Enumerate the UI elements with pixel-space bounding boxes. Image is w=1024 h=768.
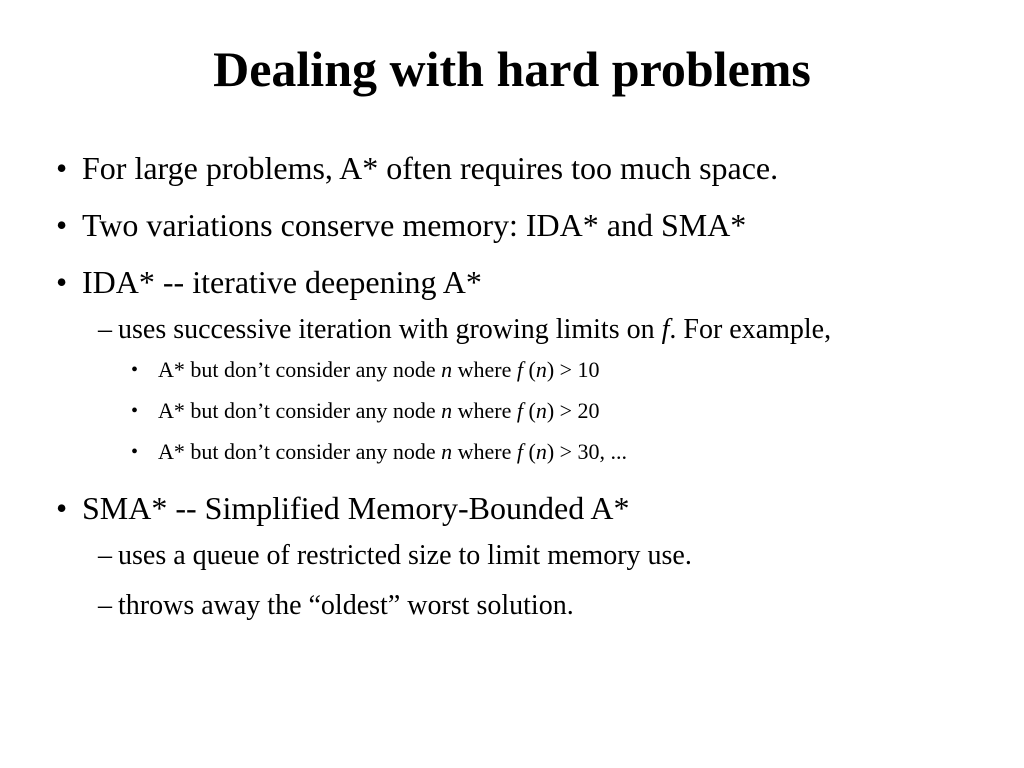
bullet-item bbox=[56, 488, 986, 528]
dash-marker: – bbox=[98, 590, 112, 621]
bullet-item bbox=[56, 205, 986, 245]
sub-sub-bullet-item bbox=[56, 356, 986, 384]
bullet-marker: • bbox=[56, 264, 68, 300]
dash-marker: – bbox=[98, 540, 112, 571]
bullet-list bbox=[56, 148, 986, 636]
italic-variable: f bbox=[661, 314, 670, 345]
sub-bullet-text: throws away the “oldest” worst solution. bbox=[118, 590, 574, 621]
sub-bullet-text: uses successive iteration with growing limits on f. For example, bbox=[118, 314, 832, 345]
dash-marker: – bbox=[98, 314, 112, 345]
bullet-item bbox=[56, 148, 986, 188]
bullet-marker: • bbox=[131, 359, 139, 381]
bullet-text: SMA* -- Simplified Memory-Bounded A* bbox=[82, 490, 630, 526]
sub-bullet-item bbox=[56, 312, 986, 348]
bullet-text: Two variations conserve memory: IDA* and SMA* bbox=[82, 207, 747, 243]
bullet-text: For large problems, A* often requires too much space. bbox=[82, 150, 779, 186]
sub-sub-bullet-item bbox=[56, 397, 986, 425]
bullet-marker: • bbox=[56, 490, 68, 526]
sub-bullet-text: uses a queue of restricted size to limit memory use. bbox=[118, 540, 692, 571]
slide-title: Dealing with hard problems bbox=[213, 41, 811, 97]
bullet-text: IDA* -- iterative deepening A* bbox=[82, 264, 482, 300]
sub-sub-bullet-text: A* but don’t consider any node n where f (n) > 30, ... bbox=[158, 439, 628, 464]
sub-sub-bullet-text: A* but don’t consider any node n where f (n) > 20 bbox=[158, 398, 600, 423]
bullet-marker: • bbox=[131, 400, 139, 422]
bullet-item bbox=[56, 262, 986, 302]
sub-sub-bullet-text: A* but don’t consider any node n where f (n) > 10 bbox=[158, 357, 600, 382]
bullet-marker: • bbox=[131, 441, 139, 463]
sub-sub-bullet-item bbox=[56, 438, 986, 466]
bullet-marker: • bbox=[56, 207, 68, 243]
bullet-marker: • bbox=[56, 150, 68, 186]
sub-bullet-item bbox=[56, 588, 986, 624]
sub-bullet-item bbox=[56, 538, 986, 574]
